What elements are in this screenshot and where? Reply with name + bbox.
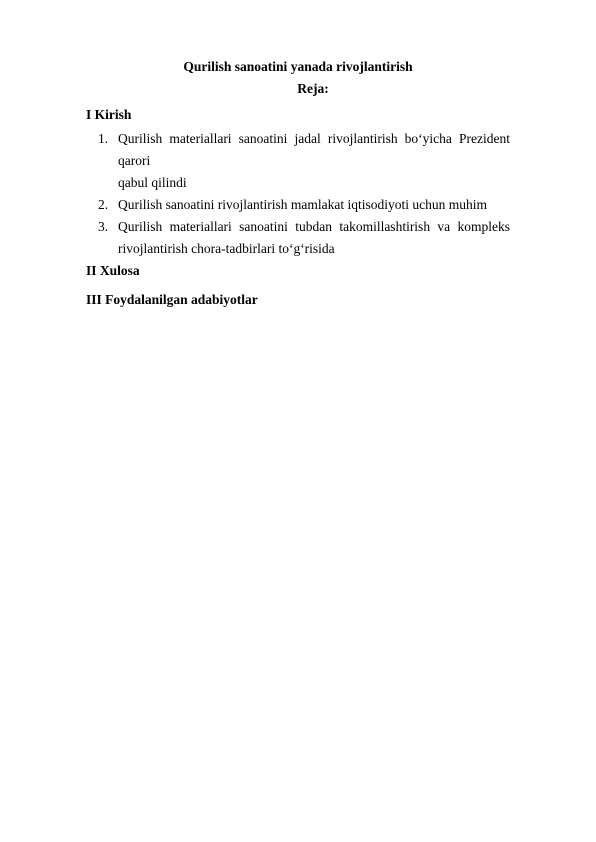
plan-item-text-continued: rivojlantirish chora-tadbirlari to‘g‘risida [118,241,335,256]
plan-item-text: Qurilish sanoatini rivojlantirish mamlakat iqtisodiyoti uchun muhim [118,197,487,212]
plan-item-1 [86,128,510,194]
document-title: Qurilish sanoatini yanada rivojlantirish [183,59,413,74]
plan-item-2 [86,194,510,216]
plan-list [86,128,510,260]
section-heading-adabiyotlar: III Foydalanilgan adabiyotlar [86,292,258,307]
plan-heading: Reja: [297,81,329,96]
section-heading-kirish: I Kirish [86,107,132,122]
plan-item-text-continued: qabul qilindi [118,175,187,190]
plan-item-text: Qurilish materiallari sanoatini tubdan takomillashtirish va kompleks [118,219,510,234]
section-heading-xulosa: II Xulosa [86,263,140,278]
plan-item-number: 3. [98,219,109,234]
plan-item-number: 2. [98,197,109,212]
plan-item-3 [86,216,510,260]
plan-item-number: 1. [98,131,109,146]
plan-item-text: Qurilish materiallari sanoatini jadal rivojlantirish bo‘yicha Prezident qarori [118,131,510,168]
